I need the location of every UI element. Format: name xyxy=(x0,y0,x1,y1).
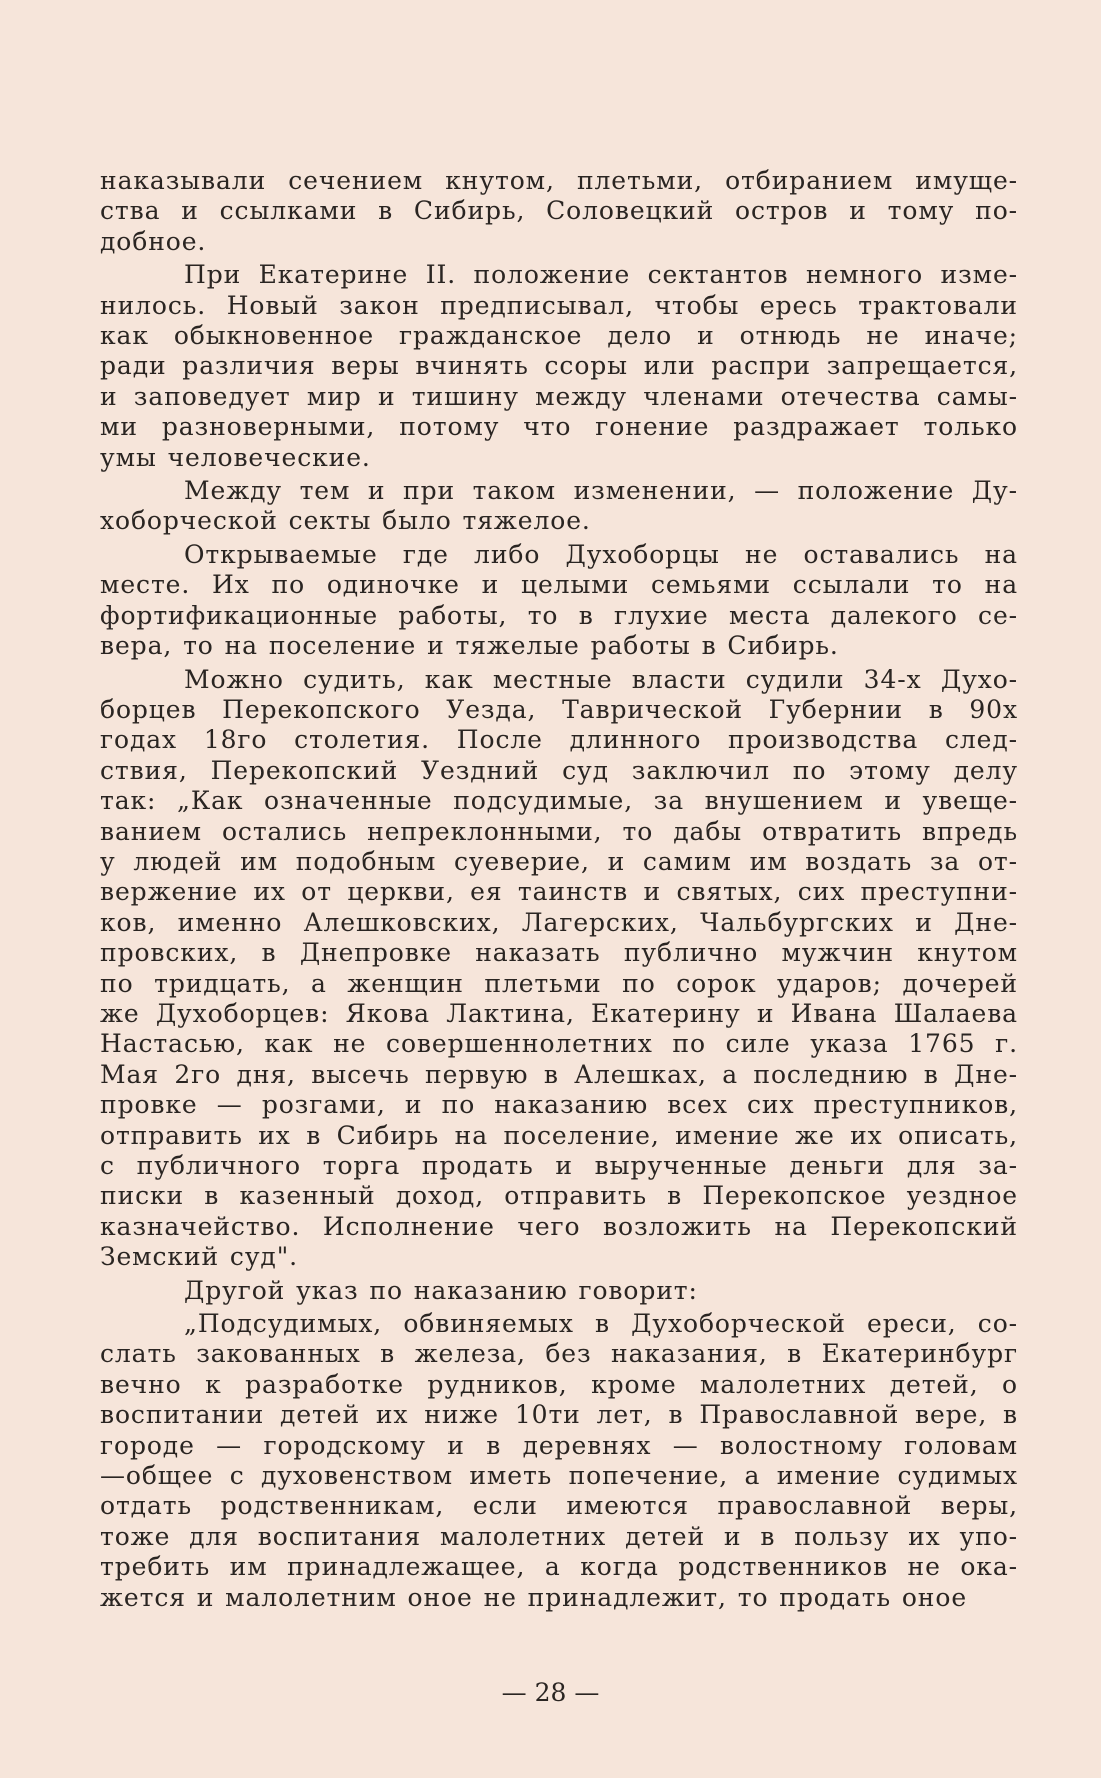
text-line: нилось. Новый закон предписывал, чтобы ересь трактовали xyxy=(100,290,1018,320)
text-line: отправить их в Сибирь на поселение, имение же их описать, xyxy=(100,1120,1018,1150)
text-line: по тридцать, а женщин плетьми по сорок ударов; дочерей xyxy=(100,968,1018,998)
text-line: так: „Как означенные подсудимые, за внушением и увеще- xyxy=(100,786,1018,816)
text-line: ства и ссылками в Сибирь, Соловецкий остров и тому по- xyxy=(100,196,1018,226)
page-number: — 28 — xyxy=(501,1678,600,1707)
text-line: —общее с духовенством иметь попечение, а имение судимых xyxy=(100,1461,1018,1491)
text-line: провских, в Днепровке наказать публично мужчин кнутом xyxy=(100,938,1018,968)
text-line: вержение их от церкви, ея таинств и святых, сих преступни- xyxy=(100,877,1018,907)
text-line: Между тем и при таком изменении, — положение Ду- xyxy=(184,476,1018,506)
text-line: Земский суд". xyxy=(100,1242,298,1272)
text-line: борцев Перекопского Уезда, Таврической Губернии в 90х xyxy=(100,694,1018,724)
text-line: провке — розгами, и по наказанию всех сих преступников, xyxy=(100,1090,1018,1120)
text-line: месте. Их по одиночке и целыми семьями ссылали то на xyxy=(100,570,1018,600)
text-line: Другой указ по наказанию говорит: xyxy=(184,1275,698,1305)
body-text xyxy=(100,166,1018,1616)
text-line: и заповедует мир и тишину между членами отечества самы- xyxy=(100,381,1018,411)
text-line: умы человеческие. xyxy=(100,442,371,472)
text-line: хоборческой секты было тяжелое. xyxy=(100,506,591,536)
paragraph xyxy=(100,166,1018,257)
text-line: вера, то на поселение и тяжелые работы в Сибирь. xyxy=(100,631,839,661)
text-line: казначейство. Исполнение чего возложить на Перекопский xyxy=(100,1211,1018,1241)
text-line: вечно к разработке рудников, кроме малолетних детей, о xyxy=(100,1369,1018,1399)
paragraph xyxy=(100,1276,1018,1306)
paragraph xyxy=(100,260,1018,473)
text-line: Настасью, как не совершеннолетних по силе указа 1765 г. xyxy=(100,1029,1018,1059)
text-line: добное. xyxy=(100,226,207,256)
paragraph xyxy=(100,1309,1018,1613)
text-line: ми разноверными, потому что гонение раздражает только xyxy=(100,412,1018,442)
text-line: жется и малолетним оное не принадлежит, то продать оное xyxy=(100,1582,968,1612)
text-line: тоже для воспитания малолетних детей и в пользу их упо- xyxy=(100,1521,1018,1551)
text-line: ванием остались непреклонными, то дабы отвратить впредь xyxy=(100,816,1018,846)
text-line: ков, именно Алешковских, Лагерских, Чальбургских и Дне- xyxy=(100,907,1018,937)
text-line: у людей им подобным суеверие, и самим им воздать за от- xyxy=(100,846,1018,876)
text-line: фортификационные работы, то в глухие места далекого се- xyxy=(100,600,1018,630)
paragraph xyxy=(100,665,1018,1273)
text-line: воспитании детей их ниже 10ти лет, в Православной вере, в xyxy=(100,1400,1018,1430)
text-line: Можно судить, как местные власти судили 34-х Духо- xyxy=(184,664,1018,694)
text-line: Открываемые где либо Духоборцы не оставались на xyxy=(184,539,1018,569)
text-line: как обыкновенное гражданское дело и отнюдь не иначе; xyxy=(100,321,1018,351)
text-line: же Духоборцев: Якова Лактина, Екатерину и Ивана Шалаева xyxy=(100,998,1018,1028)
paragraph xyxy=(100,540,1018,662)
text-line: годах 18го столетия. После длинного производства след- xyxy=(100,725,1018,755)
text-line: При Екатерине II. положение сектантов немного изме- xyxy=(184,260,1018,290)
text-line: с публичного торга продать и вырученные деньги для за- xyxy=(100,1151,1018,1180)
text-line: требить им принадлежащее, а когда родственников не ока- xyxy=(100,1552,1018,1582)
text-line: слать закованных в железа, без наказания, в Екатеринбург xyxy=(100,1339,1018,1369)
text-line: городе — городскому и в деревнях — волостному головам xyxy=(100,1430,1018,1460)
paragraph xyxy=(100,476,1018,537)
text-line: Мая 2го дня, высечь первую в Алешках, а последнию в Дне- xyxy=(100,1059,1018,1089)
text-line: „Подсудимых, обвиняемых в Духоборческой ереси, со- xyxy=(184,1309,1018,1339)
text-line: ствия, Перекопский Уездний суд заключил по этому делу xyxy=(100,755,1018,785)
text-line: отдать родственникам, если имеются православной веры, xyxy=(100,1491,1018,1521)
text-line: наказывали сечением кнутом, плетьми, отбиранием имуще- xyxy=(100,166,1018,195)
text-line: писки в казенный доход, отправить в Перекопское уездное xyxy=(100,1181,1018,1211)
text-line: ради различия веры вчинять ссоры или распри запрещается, xyxy=(100,351,1018,381)
